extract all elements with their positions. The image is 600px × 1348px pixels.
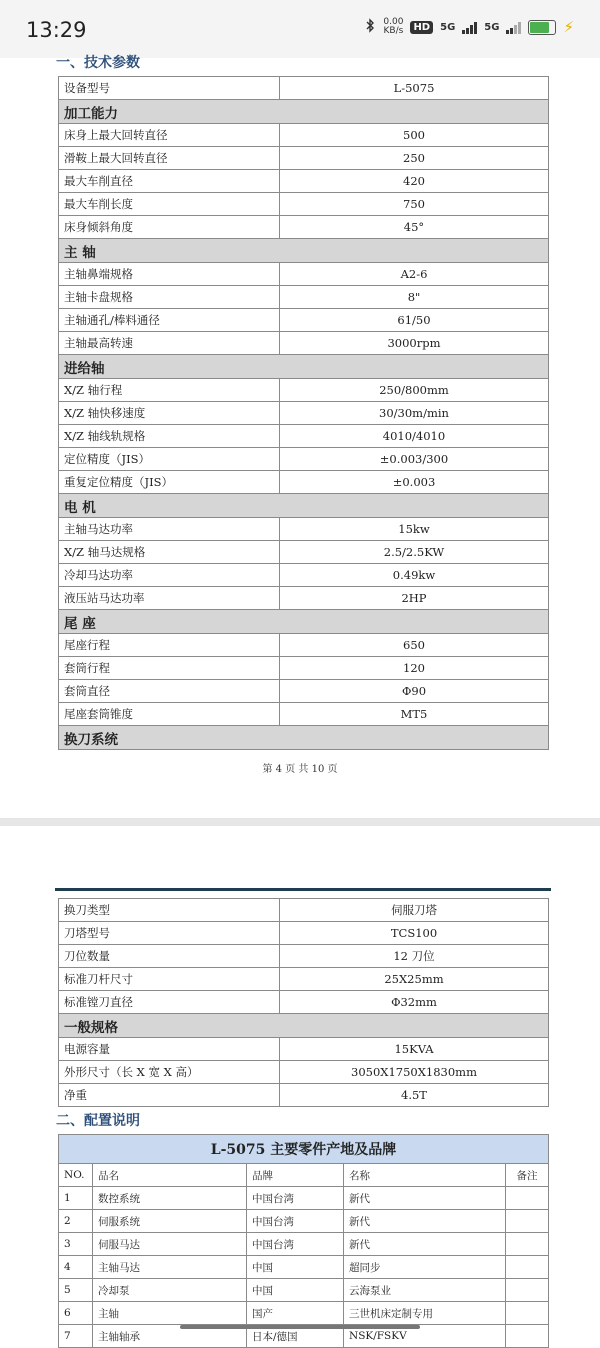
spec-row [59,634,549,657]
spec-value: 3000rpm [280,332,549,355]
spec-table-continued [58,898,549,1107]
part-name: 伺服系统 [93,1210,247,1233]
spec-row [59,587,549,610]
spec-row [59,216,549,239]
category-row [59,355,549,379]
row-number: 2 [59,1210,93,1233]
spec-row [59,518,549,541]
remark [506,1210,549,1233]
brand-row [59,1279,549,1302]
spec-label: 套筒直径 [59,680,280,703]
spec-row [59,425,549,448]
spec-label: 重复定位精度（JIS） [59,471,280,494]
brand-origin: 中国 [247,1256,344,1279]
brand-name: NSK/FSKV [344,1325,506,1348]
brand-name: 新代 [344,1233,506,1256]
brand-origin: 中国台湾 [247,1233,344,1256]
part-name: 主轴 [93,1302,247,1325]
spec-value: 8" [280,286,549,309]
spec-row [59,564,549,587]
spec-label: X/Z 轴线轨规格 [59,425,280,448]
spec-label: 净重 [59,1084,280,1107]
spec-row [59,170,549,193]
brand-row [59,1187,549,1210]
spec-row [59,991,549,1014]
spec-row [59,286,549,309]
header-no: NO. [59,1164,93,1187]
remark [506,1187,549,1210]
spec-label: 主轴卡盘规格 [59,286,280,309]
hd-badge: HD [410,21,433,34]
brand-origin: 中国台湾 [247,1187,344,1210]
spec-value: 2.5/2.5KW [280,541,549,564]
spec-value: 30/30m/min [280,402,549,425]
row-number: 7 [59,1325,93,1348]
spec-value: 12 刀位 [280,945,549,968]
spec-row [59,680,549,703]
category-label: 电 机 [59,494,549,518]
spec-row [59,471,549,494]
brand-origin: 国产 [247,1302,344,1325]
spec-value: 4010/4010 [280,425,549,448]
brand-table [58,1134,549,1348]
spec-label: X/Z 轴快移速度 [59,402,280,425]
spec-value: Φ32mm [280,991,549,1014]
spec-value: ±0.003/300 [280,448,549,471]
spec-label: 床身倾斜角度 [59,216,280,239]
spec-value: TCS100 [280,922,549,945]
spec-row [59,193,549,216]
category-label: 加工能力 [59,100,549,124]
category-label: 尾 座 [59,610,549,634]
spec-label: 最大车削长度 [59,193,280,216]
spec-value: 45° [280,216,549,239]
spec-value: 15kw [280,518,549,541]
remark [506,1325,549,1348]
header-remark: 备注 [506,1164,549,1187]
page-number: 第 4 页 共 10 页 [262,764,338,775]
spec-value: L-5075 [280,77,549,100]
row-number: 1 [59,1187,93,1210]
spec-label: 刀位数量 [59,945,280,968]
category-row [59,239,549,263]
spec-row [59,402,549,425]
category-row [59,494,549,518]
spec-label: 床身上最大回转直径 [59,124,280,147]
spec-label: 冷却马达功率 [59,564,280,587]
spec-label: 设备型号 [59,77,280,100]
spec-label: 电源容量 [59,1038,280,1061]
brand-origin: 日本/德国 [247,1325,344,1348]
section-title-specs: 一、技术参数 [56,55,140,71]
spec-value: 500 [280,124,549,147]
category-row [59,610,549,634]
spec-label: 最大车削直径 [59,170,280,193]
part-name: 伺服马达 [93,1233,247,1256]
spec-row [59,332,549,355]
brand-table-header-row [59,1164,549,1187]
section-title-config: 二、配置说明 [56,1113,140,1129]
spec-label: 套筒行程 [59,657,280,680]
spec-row [59,1038,549,1061]
spec-value: 25X25mm [280,968,549,991]
spec-row [59,657,549,680]
row-number: 4 [59,1256,93,1279]
brand-name: 超同步 [344,1256,506,1279]
part-name: 冷却泵 [93,1279,247,1302]
net-speed: 0.00 KB/s [383,17,404,36]
spec-label: 主轴通孔/棒料通径 [59,309,280,332]
spec-value: A2-6 [280,263,549,286]
spec-label: 外形尺寸（长 X 宽 X 高） [59,1061,280,1084]
remark [506,1256,549,1279]
spec-row [59,448,549,471]
bluetooth-icon [365,18,376,36]
spec-value: 250/800mm [280,379,549,402]
spec-value: 420 [280,170,549,193]
brand-name: 云海泵业 [344,1279,506,1302]
spec-value: 750 [280,193,549,216]
spec-label: X/Z 轴马达规格 [59,541,280,564]
brand-row [59,1302,549,1325]
spec-row [59,968,549,991]
sim1-generation: 5G [440,21,456,33]
brand-table-title-row [59,1135,549,1164]
spec-row [59,309,549,332]
spec-row [59,703,549,726]
spec-value: 4.5T [280,1084,549,1107]
spec-value: 伺服刀塔 [280,899,549,922]
sim2-generation: 5G [484,21,500,33]
spec-value: 120 [280,657,549,680]
battery-icon [528,20,556,35]
spec-label: 主轴最高转速 [59,332,280,355]
brand-row [59,1210,549,1233]
page-break [0,818,600,826]
brand-row [59,1233,549,1256]
spec-value: MT5 [280,703,549,726]
signal-icon [506,20,521,34]
spec-label: 主轴鼻端规格 [59,263,280,286]
spec-label: X/Z 轴行程 [59,379,280,402]
spec-label: 尾座行程 [59,634,280,657]
row-number: 6 [59,1302,93,1325]
category-label: 进给轴 [59,355,549,379]
spec-label: 标准刀杆尺寸 [59,968,280,991]
spec-row [59,77,549,100]
brand-row [59,1256,549,1279]
row-number: 3 [59,1233,93,1256]
category-label: 换刀系统 [59,726,549,750]
spec-value: 15KVA [280,1038,549,1061]
spec-row [59,541,549,564]
status-bar [0,0,600,58]
spec-value: 3050X1750X1830mm [280,1061,549,1084]
spec-value: Φ90 [280,680,549,703]
spec-value: 650 [280,634,549,657]
spec-label: 定位精度（JIS） [59,448,280,471]
part-name: 主轴轴承 [93,1325,247,1348]
spec-row [59,1061,549,1084]
part-name: 主轴马达 [93,1256,247,1279]
brand-name: 新代 [344,1187,506,1210]
charging-icon: ⚡ [563,18,574,36]
spec-value: ±0.003 [280,471,549,494]
brand-name: 新代 [344,1210,506,1233]
spec-row [59,899,549,922]
spec-label: 尾座套筒锥度 [59,703,280,726]
header-name: 名称 [344,1164,506,1187]
signal-icon [462,20,477,34]
spec-value: 2HP [280,587,549,610]
spec-label: 主轴马达功率 [59,518,280,541]
brand-origin: 中国台湾 [247,1210,344,1233]
spec-table [58,76,549,750]
row-number: 5 [59,1279,93,1302]
part-name: 数控系统 [93,1187,247,1210]
status-icons [365,18,574,36]
remark [506,1233,549,1256]
brand-name: 三世机床定制专用 [344,1302,506,1325]
spec-label: 换刀类型 [59,899,280,922]
brand-origin: 中国 [247,1279,344,1302]
spec-label: 标准镗刀直径 [59,991,280,1014]
spec-row [59,1084,549,1107]
spec-value: 0.49kw [280,564,549,587]
spec-label: 刀塔型号 [59,922,280,945]
spec-value: 250 [280,147,549,170]
remark [506,1302,549,1325]
brand-table-title: L-5075 主要零件产地及品牌 [59,1135,549,1164]
spec-label: 滑鞍上最大回转直径 [59,147,280,170]
home-indicator[interactable] [180,1325,420,1329]
category-label: 主 轴 [59,239,549,263]
status-time: 13:29 [26,18,87,42]
category-row [59,100,549,124]
header-brand: 品牌 [247,1164,344,1187]
category-label: 一般规格 [59,1014,549,1038]
header-part-name: 品名 [93,1164,247,1187]
page-header-rule [55,888,551,891]
spec-row [59,263,549,286]
remark [506,1279,549,1302]
category-row [59,726,549,750]
spec-row [59,379,549,402]
spec-value: 61/50 [280,309,549,332]
spec-row [59,147,549,170]
spec-label: 液压站马达功率 [59,587,280,610]
category-row [59,1014,549,1038]
spec-row [59,945,549,968]
spec-row [59,922,549,945]
spec-row [59,124,549,147]
